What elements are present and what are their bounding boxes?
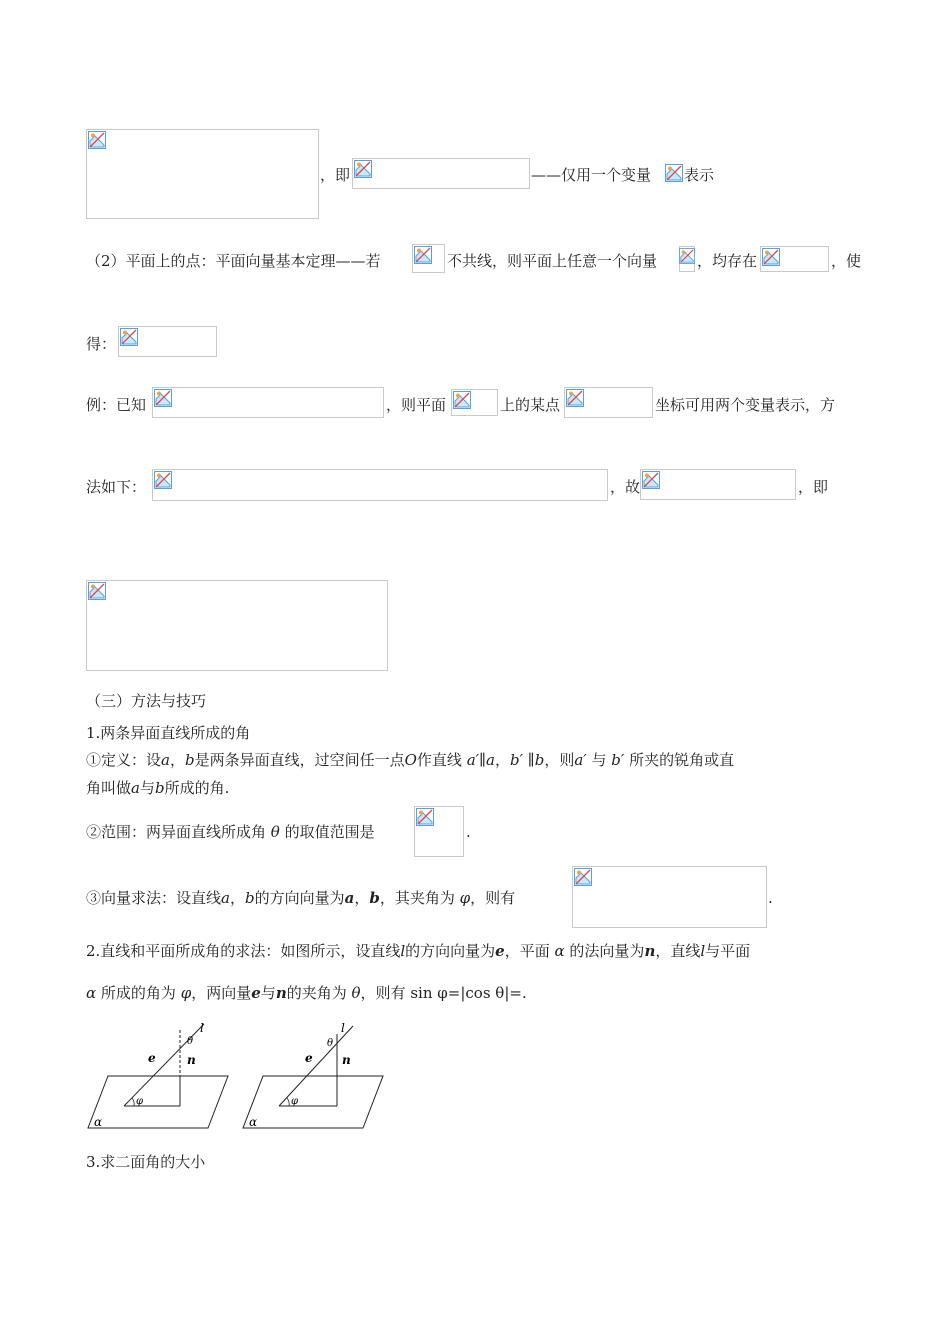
formula-image-12: [640, 469, 796, 500]
item2-line1: 2.直线和平面所成角的求法：如图所示，设直线l的方向向量为e，平面 α 的法向量为n，直线l与平面: [86, 942, 751, 960]
range-period: .: [466, 823, 471, 841]
vector-period: .: [768, 889, 773, 907]
fig2-label-n: n: [342, 1053, 351, 1067]
broken-image-icon: [414, 246, 432, 264]
fig1-label-alpha: α: [94, 1115, 103, 1129]
item1-definition-line1: ①定义：设a，b是两条异面直线，过空间任一点O作直线 a′∥a，b′ ∥b，则a′ 与 b′ 所夹的锐角或直: [86, 751, 735, 769]
fig1-label-e: e: [148, 1051, 156, 1065]
broken-image-icon: [453, 391, 471, 409]
text-line2-prefix: （2）平面上的点：平面向量基本定理——若: [86, 252, 381, 270]
broken-image-icon: [88, 582, 106, 600]
broken-image-icon: [354, 160, 372, 178]
item1-title: 1.两条异面直线所成的角: [86, 724, 251, 742]
broken-image-icon: [762, 248, 780, 266]
figure-line-plane-2: [241, 1018, 386, 1134]
fig2-label-theta: θ: [327, 1038, 334, 1049]
broken-image-icon: [416, 808, 434, 826]
fig1-label-n: n: [187, 1053, 196, 1067]
fig1-label-phi: φ: [136, 1096, 144, 1107]
formula-image-1: [86, 129, 319, 219]
broken-image-icon: [665, 164, 683, 182]
text-line5-mid1: ，故: [610, 478, 641, 496]
formula-image-5: [679, 246, 695, 272]
formula-image-3: [665, 163, 683, 183]
fig2-label-l: l: [341, 1021, 345, 1035]
text-line2-end: ，使: [831, 252, 862, 270]
fig1-label-theta: θ: [187, 1036, 194, 1047]
formula-image-4: [412, 244, 445, 273]
item1-vector-line: ③向量求法：设直线a，b的方向向量为a，b，其夹角为 φ，则有: [86, 889, 516, 907]
item3-title: 3.求二面角的大小: [86, 1153, 206, 1171]
fig2-label-alpha: α: [249, 1115, 258, 1129]
formula-image-6: [760, 246, 829, 272]
formula-image-15: [572, 866, 767, 928]
formula-image-2: [352, 158, 530, 189]
item2-line2: α 所成的角为 φ，两向量e与n的夹角为 θ，则有 sin φ=|cos θ|=.: [86, 984, 527, 1002]
text-biaoshi: 表示: [684, 166, 715, 184]
formula-image-11: [152, 469, 608, 501]
formula-image-9: [451, 389, 498, 416]
formula-image-7: [118, 326, 217, 357]
fig2-label-phi: φ: [291, 1096, 299, 1107]
broken-image-icon: [120, 328, 138, 346]
fig2-label-e: e: [305, 1051, 313, 1065]
broken-image-icon: [154, 471, 172, 489]
section-heading: （三）方法与技巧: [86, 692, 207, 710]
text-line4-mid1: ，则平面: [386, 396, 447, 414]
formula-image-8: [152, 387, 384, 418]
text-dash: ——仅用一个变量: [531, 166, 652, 184]
item1-definition-line2: 角叫做a与b所成的角.: [86, 779, 230, 797]
formula-image-14: [414, 806, 464, 857]
broken-image-icon: [88, 131, 106, 149]
text-line4-prefix: 例：已知: [86, 396, 147, 414]
formula-image-10: [564, 387, 653, 418]
formula-image-13: [86, 580, 388, 671]
broken-image-icon: [154, 389, 172, 407]
figure-line-plane-1: [86, 1018, 231, 1134]
text-line2-mid1: 不共线，则平面上任意一个向量: [447, 252, 658, 270]
text-line2-mid2: ，均存在: [697, 252, 758, 270]
broken-image-icon: [679, 248, 695, 264]
fig1-label-l: l: [200, 1021, 204, 1035]
text-line4-mid2: 上的某点: [500, 396, 561, 414]
text-line5-prefix: 法如下：: [86, 478, 147, 496]
broken-image-icon: [642, 471, 660, 489]
text-line5-end: ，即: [798, 478, 829, 496]
broken-image-icon: [574, 868, 592, 886]
text-line4-end: 坐标可用两个变量表示，方: [655, 396, 836, 414]
item1-range-line: ②范围：两异面直线所成角 θ 的取值范围是: [86, 823, 375, 841]
text-comma-ji: ，即: [320, 166, 351, 184]
text-line3-prefix: 得：: [86, 335, 117, 353]
broken-image-icon: [566, 389, 584, 407]
